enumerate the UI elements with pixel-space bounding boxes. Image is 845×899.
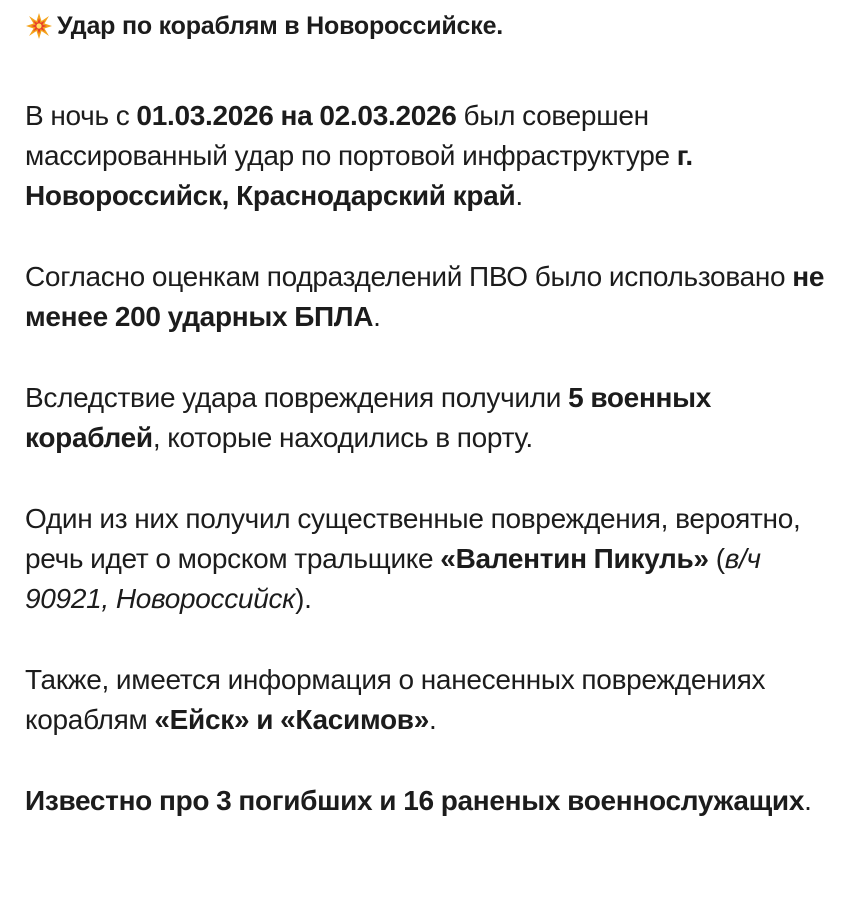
collision-burst-icon [25,12,53,40]
paragraph-damaged-ships: Вследствие удара повреждения получили 5 военных кораблей, которые находились в порту. [25,382,712,453]
post-title: Удар по кораблям в Новороссийске. [57,11,504,40]
paragraph-attack-date: В ночь с 01.03.2026 на 02.03.2026 был совершен массированный удар по портовой инфраструктуре г. Новороссийск, Краснодарский край. [25,100,693,211]
paragraph-other-ships: Также, имеется информация о нанесенных повреждениях кораблям «Ейск» и «Касимов». [25,664,766,735]
paragraph-drone-count: Согласно оценкам подразделений ПВО было использовано не менее 200 ударных БПЛА. [25,261,825,332]
paragraph-minesweeper: Один из них получил существенные повреждения, вероятно, речь идет о морском тральщике «Валентин Пикуль» (в/ч 90921, Новороссийск). [25,503,801,614]
post-title-row [25,8,829,44]
paragraph-casualties: Известно про 3 погибших и 16 раненых военнослужащих. [25,785,812,816]
